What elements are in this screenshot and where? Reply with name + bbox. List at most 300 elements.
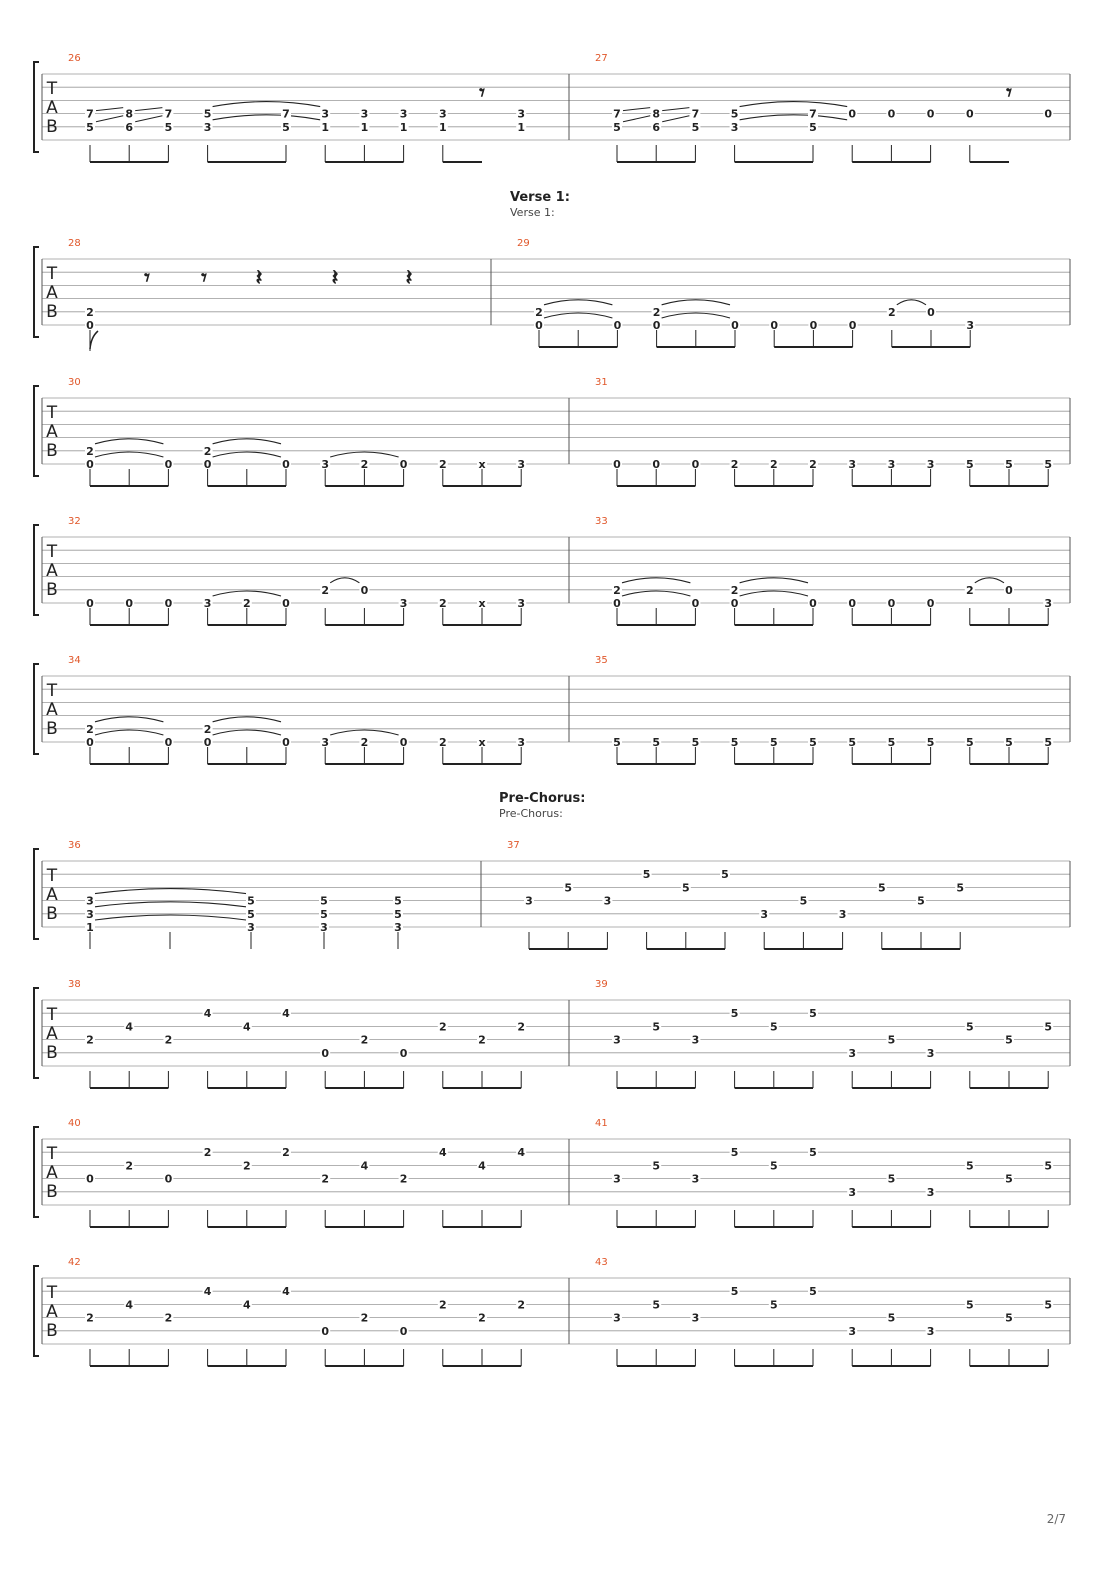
fret-number: 5 — [613, 736, 621, 749]
fret-number: 3 — [848, 458, 857, 471]
fret-number: 5 — [769, 1020, 778, 1034]
fret-number: 3 — [517, 736, 526, 749]
fret-number: 5 — [769, 1298, 778, 1312]
fret-number: 5 — [691, 120, 700, 134]
tie-arc — [213, 591, 281, 596]
tie-arc — [213, 717, 281, 722]
fret-number: 3 — [525, 894, 533, 908]
fret-number: 3 — [203, 120, 212, 134]
section-title: Verse 1: — [510, 190, 570, 205]
fret-number: 3 — [438, 107, 447, 121]
fret-number: 3 — [848, 1185, 857, 1199]
fret-number: 0 — [926, 597, 935, 610]
fret-number: 5 — [965, 1159, 974, 1173]
measure-number: 37 — [507, 840, 520, 851]
system-bracket — [34, 525, 39, 615]
fret-number: 3 — [1044, 597, 1053, 610]
fret-number: 2 — [769, 458, 778, 471]
fret-number: 0 — [164, 597, 173, 610]
tie-arc — [662, 313, 730, 318]
fret-number: 3 — [926, 458, 935, 471]
fret-number: 3 — [321, 107, 330, 121]
fret-number: 0 — [691, 458, 700, 471]
fret-number: 5 — [769, 736, 778, 749]
fret-number: 5 — [926, 736, 935, 749]
fret-number: 2 — [478, 1033, 486, 1047]
tab-clef-letter: A — [46, 700, 58, 720]
fret-number: 2 — [965, 583, 974, 597]
fret-number: 5 — [320, 907, 328, 921]
fret-number: 5 — [652, 736, 661, 749]
fret-number: 5 — [247, 907, 255, 921]
tab-clef-letter: T — [46, 681, 58, 701]
fret-number: 0 — [652, 319, 661, 332]
fret-number: 5 — [394, 907, 402, 921]
fret-number: 3 — [247, 921, 255, 934]
fret-number: 0 — [321, 1324, 330, 1338]
fret-number: 1 — [399, 120, 408, 134]
fret-number: 3 — [517, 458, 526, 471]
fret-number: 5 — [965, 458, 974, 471]
fret-number: 3 — [926, 1046, 935, 1060]
tab-clef-letter: T — [46, 1005, 58, 1025]
fret-number: 5 — [681, 881, 690, 895]
fret-number: 7 — [86, 107, 94, 121]
fret-number: 4 — [282, 1007, 290, 1021]
fret-number: 0 — [809, 319, 818, 332]
tie-arc — [95, 915, 246, 920]
measure-number: 43 — [595, 1257, 608, 1268]
tie-arc — [213, 452, 281, 457]
measure-number: 40 — [68, 1118, 81, 1129]
fret-number: 5 — [1005, 1033, 1013, 1047]
fret-number: 0 — [86, 1172, 94, 1186]
fret-number: 2 — [438, 597, 447, 610]
fret-number: 1 — [438, 120, 447, 134]
fret-number: 4 — [242, 1298, 251, 1312]
fret-number: 4 — [125, 1020, 134, 1034]
fret-number: 0 — [848, 319, 857, 332]
fret-number: 0 — [282, 736, 290, 749]
fret-number: 5 — [1044, 736, 1053, 749]
system-bracket — [34, 62, 39, 152]
fret-number: 2 — [478, 1311, 486, 1325]
tab-clef-letter: B — [46, 441, 58, 461]
tie-arc — [975, 578, 1004, 583]
fret-number: 5 — [809, 1285, 817, 1299]
system-bracket — [34, 988, 39, 1078]
fret-number: 5 — [721, 868, 729, 882]
fret-number: 3 — [399, 107, 408, 121]
system-bracket — [34, 849, 39, 939]
fret-number: 5 — [887, 1311, 896, 1325]
fret-number: 0 — [730, 597, 739, 610]
measure-number: 30 — [68, 377, 81, 388]
tab-clef-letter: A — [46, 283, 58, 303]
fret-number: 4 — [282, 1285, 290, 1299]
fret-number: 0 — [164, 458, 173, 471]
tab-clef-letter: T — [46, 1283, 58, 1303]
fret-number: 0 — [887, 107, 896, 121]
fret-number: 3 — [848, 1324, 857, 1338]
fret-number: 1 — [321, 120, 330, 134]
tie-arc — [95, 902, 246, 907]
fret-number: 3 — [320, 921, 328, 934]
measure-number: 27 — [595, 53, 608, 64]
tab-clef-letter: A — [46, 1024, 58, 1044]
fret-number: 5 — [1005, 736, 1013, 749]
fret-number: 0 — [613, 319, 622, 332]
fret-number: 5 — [809, 1146, 817, 1160]
fret-number: 7 — [164, 107, 173, 121]
fret-number: 4 — [478, 1159, 486, 1173]
fret-number: 4 — [242, 1020, 251, 1034]
fret-number: 3 — [517, 107, 526, 121]
fret-number: 0 — [399, 1046, 408, 1060]
fret-number: 5 — [564, 881, 573, 895]
measure-number: 34 — [68, 655, 81, 666]
tab-clef-letter: T — [46, 1144, 58, 1164]
tab-clef-letter: B — [46, 302, 58, 322]
fret-number: 2 — [360, 1311, 369, 1325]
fret-number: 3 — [360, 107, 369, 121]
fret-number: 8 — [125, 107, 134, 121]
fret-number: 2 — [517, 1298, 526, 1312]
fret-number: 2 — [125, 1159, 134, 1173]
fret-number: 2 — [730, 458, 739, 471]
fret-number: 0 — [86, 319, 94, 332]
fret-number: 5 — [730, 736, 739, 749]
fret-number: 5 — [1044, 1159, 1053, 1173]
fret-number: 3 — [966, 319, 975, 332]
fret-number: 2 — [438, 458, 447, 471]
tab-clef-letter: B — [46, 904, 58, 924]
fret-number: 5 — [247, 894, 255, 908]
fret-number: 0 — [691, 597, 700, 610]
tab-clef-letter: T — [46, 264, 58, 284]
measure-number: 36 — [68, 840, 81, 851]
fret-number: 0 — [613, 597, 621, 610]
fret-number: 5 — [613, 120, 621, 134]
fret-number: 2 — [809, 458, 817, 471]
fret-number: 0 — [399, 458, 408, 471]
fret-number: 3 — [691, 1172, 700, 1186]
fret-number: 2 — [360, 736, 369, 749]
fret-number: 6 — [652, 120, 661, 134]
fret-number: 5 — [691, 736, 700, 749]
fret-number: 2 — [730, 583, 739, 597]
measure-number: 38 — [68, 979, 81, 990]
measure-number: 33 — [595, 516, 608, 527]
system-bracket — [34, 247, 39, 337]
tie-arc — [330, 730, 398, 735]
tie-arc — [330, 452, 398, 457]
tie-arc — [330, 578, 359, 583]
system-bracket — [34, 1127, 39, 1217]
fret-number: 0 — [926, 107, 935, 121]
fret-number: 5 — [887, 1172, 896, 1186]
tab-clef-letter: T — [46, 542, 58, 562]
fret-number: 5 — [394, 894, 402, 908]
fret-number: 2 — [438, 736, 447, 749]
fret-number: 5 — [917, 894, 925, 908]
fret-number: 5 — [86, 120, 94, 134]
fret-number: 2 — [360, 1033, 369, 1047]
fret-number: 2 — [887, 305, 896, 319]
note-flag — [90, 331, 98, 349]
fret-number: 4 — [360, 1159, 369, 1173]
section-title: Pre-Chorus: — [499, 791, 586, 806]
fret-number: 7 — [691, 107, 700, 121]
fret-number: 4 — [203, 1007, 212, 1021]
fret-number: 5 — [642, 868, 651, 882]
fret-number: 0 — [164, 1172, 173, 1186]
fret-number: 0 — [613, 458, 621, 471]
fret-number: 0 — [1044, 107, 1053, 121]
tab-clef-letter: T — [46, 866, 58, 886]
fret-number: 7 — [613, 107, 621, 121]
fret-number: 0 — [282, 458, 290, 471]
tie-arc — [740, 578, 808, 583]
fret-number: 3 — [691, 1311, 700, 1325]
fret-number: 5 — [965, 1298, 974, 1312]
measure-number: 41 — [595, 1118, 608, 1129]
tab-clef-letter: A — [46, 422, 58, 442]
fret-number: 0 — [399, 736, 408, 749]
fret-number: 2 — [517, 1020, 526, 1034]
measure-number: 31 — [595, 377, 608, 388]
fret-number: 3 — [691, 1033, 700, 1047]
tie-arc — [740, 591, 808, 596]
tie-arc — [95, 889, 246, 894]
fret-number: 2 — [86, 1311, 94, 1325]
slide-line — [662, 116, 689, 122]
fret-number: 0 — [203, 736, 212, 749]
fret-number: 5 — [799, 894, 808, 908]
fret-number: 4 — [203, 1285, 212, 1299]
fret-number: 5 — [730, 1146, 739, 1160]
eighth-rest: 𝄾 — [144, 266, 150, 291]
fret-number: 6 — [125, 120, 134, 134]
fret-number: 5 — [282, 120, 290, 134]
fret-number: 5 — [809, 1007, 817, 1021]
fret-number: x — [478, 597, 486, 610]
tab-clef-letter: B — [46, 1043, 58, 1063]
fret-number: 0 — [321, 1046, 330, 1060]
fret-number: 0 — [652, 458, 661, 471]
fret-number: 5 — [1005, 1311, 1013, 1325]
system-bracket — [34, 1266, 39, 1356]
fret-number: 2 — [203, 722, 212, 736]
slide-line — [662, 108, 689, 111]
fret-number: 5 — [320, 894, 328, 908]
fret-number: 5 — [1044, 1020, 1053, 1034]
fret-number: 5 — [887, 736, 896, 749]
tab-clef-letter: B — [46, 1182, 58, 1202]
fret-number: 8 — [652, 107, 661, 121]
fret-number: 2 — [86, 722, 94, 736]
fret-number: 2 — [399, 1172, 408, 1186]
tie-arc — [213, 102, 321, 107]
fret-number: 0 — [887, 597, 896, 610]
tie-arc — [95, 730, 163, 735]
page-number: 2/7 — [1046, 1512, 1066, 1526]
fret-number: 2 — [164, 1033, 173, 1047]
fret-number: 2 — [282, 1146, 290, 1160]
fret-number: 3 — [613, 1172, 621, 1186]
slide-line — [135, 116, 162, 122]
fret-number: 2 — [86, 1033, 94, 1047]
fret-number: 2 — [321, 1172, 330, 1186]
fret-number: 1 — [86, 921, 94, 934]
fret-number: 5 — [809, 736, 817, 749]
fret-number: 5 — [1005, 458, 1013, 471]
tab-clef-letter: A — [46, 98, 58, 118]
fret-number: 0 — [809, 597, 817, 610]
fret-number: 2 — [613, 583, 621, 597]
fret-number: 5 — [809, 120, 817, 134]
fret-number: 3 — [203, 597, 212, 610]
fret-number: 2 — [321, 583, 330, 597]
tab-clef-letter: T — [46, 79, 58, 99]
tie-arc — [622, 578, 690, 583]
fret-number: 3 — [760, 907, 769, 921]
fret-number: 4 — [517, 1146, 526, 1160]
fret-number: 2 — [86, 305, 94, 319]
measure-number: 39 — [595, 979, 608, 990]
fret-number: 2 — [242, 1159, 251, 1173]
fret-number: 3 — [613, 1033, 621, 1047]
fret-number: 0 — [770, 319, 779, 332]
quarter-rest: 𝄽 — [255, 266, 263, 291]
fret-number: 3 — [517, 597, 526, 610]
fret-number: 0 — [731, 319, 739, 332]
fret-number: 7 — [809, 107, 817, 121]
tab-clef-letter: A — [46, 1163, 58, 1183]
fret-number: 3 — [86, 907, 94, 921]
fret-number: 5 — [956, 881, 965, 895]
fret-number: 4 — [438, 1146, 447, 1160]
tab-clef-letter: A — [46, 561, 58, 581]
fret-number: 2 — [203, 1146, 212, 1160]
fret-number: 3 — [603, 894, 612, 908]
tab-clef-letter: B — [46, 719, 58, 739]
tab-clef-letter: B — [46, 1321, 58, 1341]
tab-clef-letter: A — [46, 885, 58, 905]
fret-number: 5 — [652, 1159, 661, 1173]
fret-number: 5 — [203, 107, 212, 121]
fret-number: 0 — [535, 319, 543, 332]
section-subtitle: Pre-Chorus: — [499, 807, 563, 820]
fret-number: 5 — [848, 736, 857, 749]
fret-number: 5 — [730, 1007, 739, 1021]
fret-number: 0 — [1005, 583, 1013, 597]
measure-number: 28 — [68, 238, 81, 249]
tab-clef-letter: T — [46, 403, 58, 423]
fret-number: 2 — [360, 458, 369, 471]
fret-number: 0 — [399, 1324, 408, 1338]
tie-arc — [213, 439, 281, 444]
fret-number: 7 — [282, 107, 290, 121]
fret-number: 0 — [203, 458, 212, 471]
section-subtitle: Verse 1: — [510, 206, 555, 219]
fret-number: 3 — [86, 894, 94, 908]
fret-number: 5 — [887, 1033, 896, 1047]
fret-number: 3 — [926, 1185, 935, 1199]
fret-number: 2 — [86, 444, 94, 458]
tie-arc — [662, 300, 730, 305]
fret-number: 0 — [125, 597, 134, 610]
fret-number: 0 — [848, 597, 857, 610]
tab-clef-letter: A — [46, 1302, 58, 1322]
tab-clef-letter: B — [46, 580, 58, 600]
tie-arc — [740, 102, 848, 107]
fret-number: 5 — [1044, 1298, 1053, 1312]
fret-number: 2 — [438, 1020, 447, 1034]
system-bracket — [34, 386, 39, 476]
tab-clef-letter: B — [46, 117, 58, 137]
fret-number: 2 — [164, 1311, 173, 1325]
slide-line — [135, 108, 162, 111]
fret-number: 3 — [399, 597, 408, 610]
fret-number: 5 — [652, 1298, 661, 1312]
slide-line — [96, 108, 123, 111]
measure-number: 29 — [517, 238, 530, 249]
fret-number: 5 — [1005, 1172, 1013, 1186]
tie-arc — [544, 313, 612, 318]
fret-number: 2 — [242, 597, 251, 610]
tie-arc — [213, 730, 281, 735]
fret-number: 2 — [203, 444, 212, 458]
fret-number: 5 — [769, 1159, 778, 1173]
fret-number: 5 — [730, 1285, 739, 1299]
fret-number: 3 — [321, 736, 330, 749]
tie-arc — [95, 717, 163, 722]
tie-arc — [95, 452, 163, 457]
eighth-rest: 𝄾 — [479, 81, 485, 106]
measure-number: 42 — [68, 1257, 81, 1268]
fret-number: x — [478, 736, 486, 749]
fret-number: 3 — [887, 458, 896, 471]
tie-arc — [622, 591, 690, 596]
system-bracket — [34, 664, 39, 754]
tie-arc — [897, 300, 926, 305]
fret-number: 0 — [848, 107, 857, 121]
eighth-rest: 𝄾 — [1006, 81, 1012, 106]
fret-number: 5 — [164, 120, 173, 134]
fret-number: 3 — [321, 458, 330, 471]
fret-number: 0 — [164, 736, 173, 749]
fret-number: 5 — [1044, 458, 1053, 471]
fret-number: 2 — [438, 1298, 447, 1312]
slide-line — [623, 108, 650, 111]
fret-number: 5 — [965, 1020, 974, 1034]
fret-number: 3 — [730, 120, 739, 134]
fret-number: 3 — [838, 907, 847, 921]
quarter-rest: 𝄽 — [405, 266, 413, 291]
fret-number: 5 — [877, 881, 886, 895]
tie-arc — [544, 300, 612, 305]
tie-arc — [213, 115, 321, 120]
quarter-rest: 𝄽 — [331, 266, 339, 291]
fret-number: 0 — [965, 107, 974, 121]
fret-number: x — [478, 458, 486, 471]
fret-number: 0 — [86, 736, 94, 749]
slide-line — [96, 116, 123, 122]
fret-number: 3 — [613, 1311, 621, 1325]
fret-number: 0 — [86, 458, 94, 471]
measure-number: 35 — [595, 655, 608, 666]
